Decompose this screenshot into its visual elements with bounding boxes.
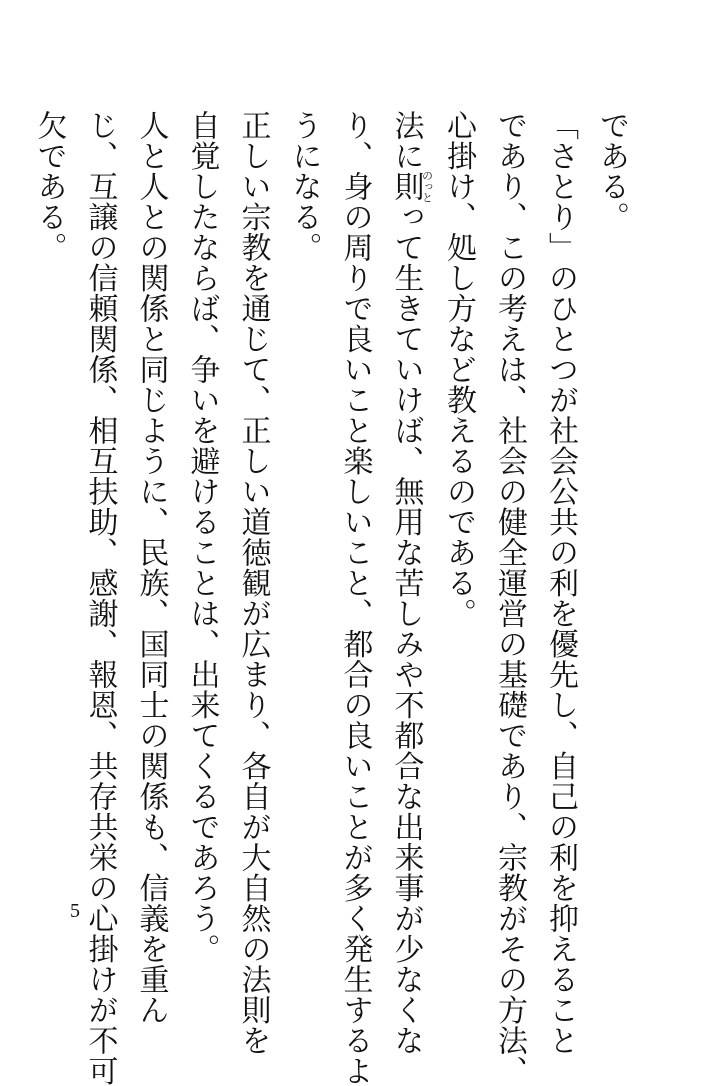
- ruby-reading: のっと: [420, 169, 434, 203]
- ruby-base: 則: [388, 169, 424, 203]
- text-line-1: である。: [594, 110, 629, 232]
- text-line-9: 自覚したならば、争いを避けることは、出来てくるであろう。: [184, 110, 220, 964]
- text-line-10: 人と人との関係と同じように、民族、国同士の関係も、信義を重ん: [133, 110, 169, 1025]
- text-line-8: 正しい宗教を通じて、正しい道徳観が広まり、各自が大自然の法則を: [235, 110, 271, 1056]
- text-line-5-suffix: って生きていけば、無用な苦しみや不都合な出来事が少なくな: [388, 201, 424, 1056]
- text-line-2: [535, 110, 586, 1056]
- text-line-6: り、身の周りで良いこと楽しいこと、都合の良いことが多く発生するよ: [337, 110, 373, 1086]
- vertical-text-body: [24, 110, 638, 1086]
- text-line-7: うになる。: [286, 110, 322, 263]
- text-line-2-content: 「さとり」のひとつが社会公共の利を優先し、自己の利を抑えること: [543, 110, 578, 1056]
- text-line-5-prefix: 法に: [388, 110, 424, 171]
- text-line-12: 欠である。: [31, 110, 67, 263]
- page-number: 5: [70, 900, 80, 922]
- text-line-4: 心掛け、処し方など教えるのである。: [441, 110, 476, 629]
- ruby-word: [388, 169, 434, 203]
- text-line-3: であり、この考えは、社会の健全運営の基礎であり、宗教がその方法、: [492, 110, 527, 1086]
- text-line-5: [381, 110, 434, 1056]
- text-line-11: じ、互譲の信頼関係、相互扶助、感謝、報恩、共存共栄の心掛けが不可: [82, 110, 118, 1086]
